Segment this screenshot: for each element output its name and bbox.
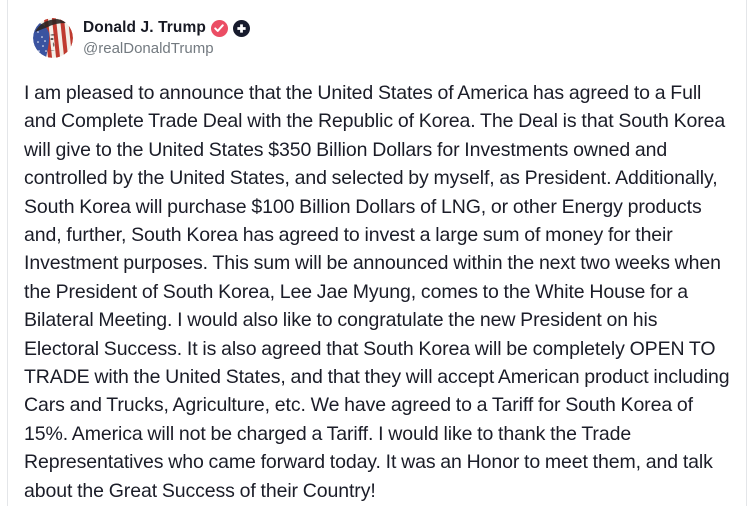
flag-painted-face-image (33, 18, 73, 58)
plus-badge-icon (233, 20, 250, 37)
verified-check-icon (211, 20, 228, 37)
name-row (83, 19, 250, 37)
post-text: I am pleased to announce that the United States of America has agreed to a Full and Complete Trade Deal with the Republic of Korea. The Deal is that South Korea will give to the United States $350 Billion Dollars for Investments owned and controlled by the United States, and selected by myself, as President. Additionally, South Korea will purchase $100 Billion Dollars of LNG, or other Energy products and, further, South Korea has agreed to invest a large sum of money for their Investment purposes. This sum will be announced within the next two weeks when the President of South Korea, Lee Jae Myung, comes to the White House for a Bilateral Meeting. I would also like to congratulate the new President on his Electoral Success. It is also agreed that South Korea will be completely OPEN TO TRADE with the United States, and that they will accept American product including Cars and Trucks, Agriculture, etc. We have agreed to a Tariff for South Korea of 15%. America will not be charged a Tariff. I would like to thank the Trade Representatives who came forward today. It was an Honor to meet them, and talk about the Great Success of their Country! (24, 82, 730, 502)
post-header (33, 18, 732, 58)
author-name[interactable]: Donald J. Trump (83, 19, 206, 36)
post-card (7, 0, 747, 506)
author-block (83, 19, 250, 57)
author-handle[interactable]: @realDonaldTrump (83, 40, 214, 57)
avatar[interactable] (33, 18, 73, 58)
